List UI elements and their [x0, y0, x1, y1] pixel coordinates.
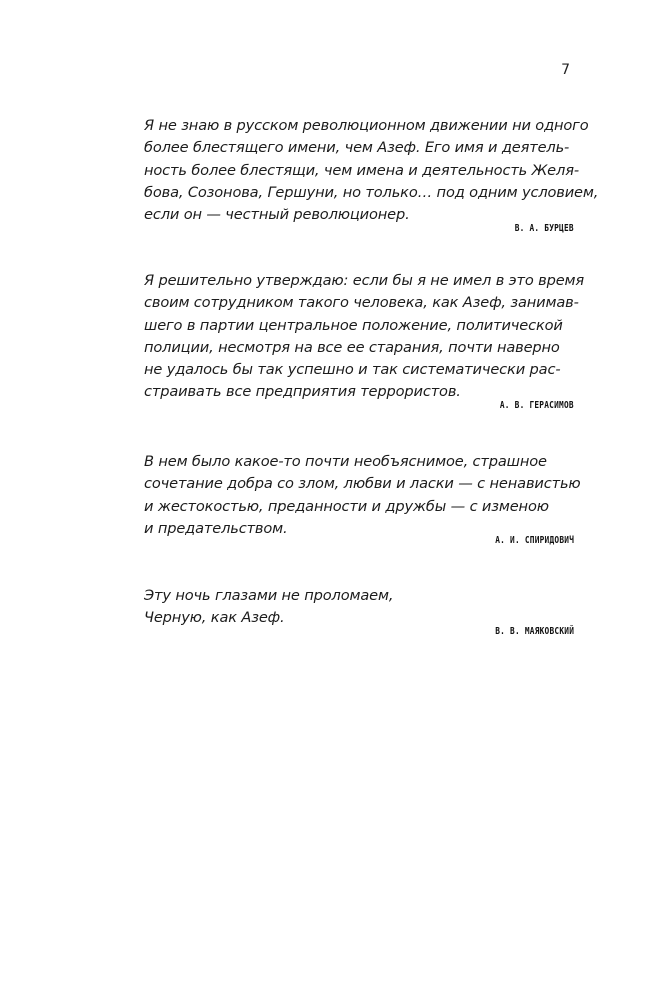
- quote-line: Я не знаю в русском революционном движении ни одного: [144, 117, 589, 134]
- epigraph-quote-2: [144, 270, 585, 411]
- quote-line: ность более блестящи, чем имена и деятельность Желя-: [144, 161, 579, 179]
- quote-line: страивать все предприятия террористов.: [144, 383, 461, 401]
- quote-line: и жестокостью, преданности и дружбы — с изменою: [144, 497, 549, 515]
- page-number: 7: [561, 62, 570, 78]
- quote-author: В. А. БУРЦЕВ: [514, 223, 574, 234]
- quote-author: А. В. ГЕРАСИМОВ: [500, 400, 574, 411]
- quote-line: Эту ночь глазами не проломаем,: [144, 587, 394, 604]
- quote-line: В нем было какое-то почти необъяснимое, страшное: [144, 453, 547, 470]
- quote-line: своим сотрудником такого человека, как Азеф, занимав-: [144, 294, 579, 312]
- quote-line: Черную, как Азеф.: [144, 609, 285, 627]
- quote-line: Я решительно утверждаю: если бы я не имел в это время: [144, 272, 585, 289]
- quote-line: шего в партии центральное положение, политической: [144, 316, 563, 334]
- quote-author: В. В. МАЯКОВСКИЙ: [495, 626, 574, 637]
- epigraph-quote-3: [144, 451, 581, 546]
- epigraph-quote-1: [144, 115, 599, 234]
- epigraph-quote-4: [144, 585, 574, 637]
- quote-line: и предательством.: [144, 519, 288, 537]
- quote-line: не удалось бы так успешно и так систематически рас-: [144, 361, 561, 379]
- quote-line: бова, Созонова, Гершуни, но только… под одним условием,: [144, 183, 599, 201]
- quote-line: более блестящего имени, чем Азеф. Его имя и деятель-: [144, 139, 570, 157]
- quote-line: сочетание добра со злом, любви и ласки — с ненавистью: [144, 475, 581, 493]
- quote-line: полиции, несмотря на все ее старания, почти наверно: [144, 338, 560, 356]
- quote-line: если он — честный революционер.: [144, 206, 410, 224]
- quote-author: А. И. СПИРИДОВИЧ: [495, 535, 574, 546]
